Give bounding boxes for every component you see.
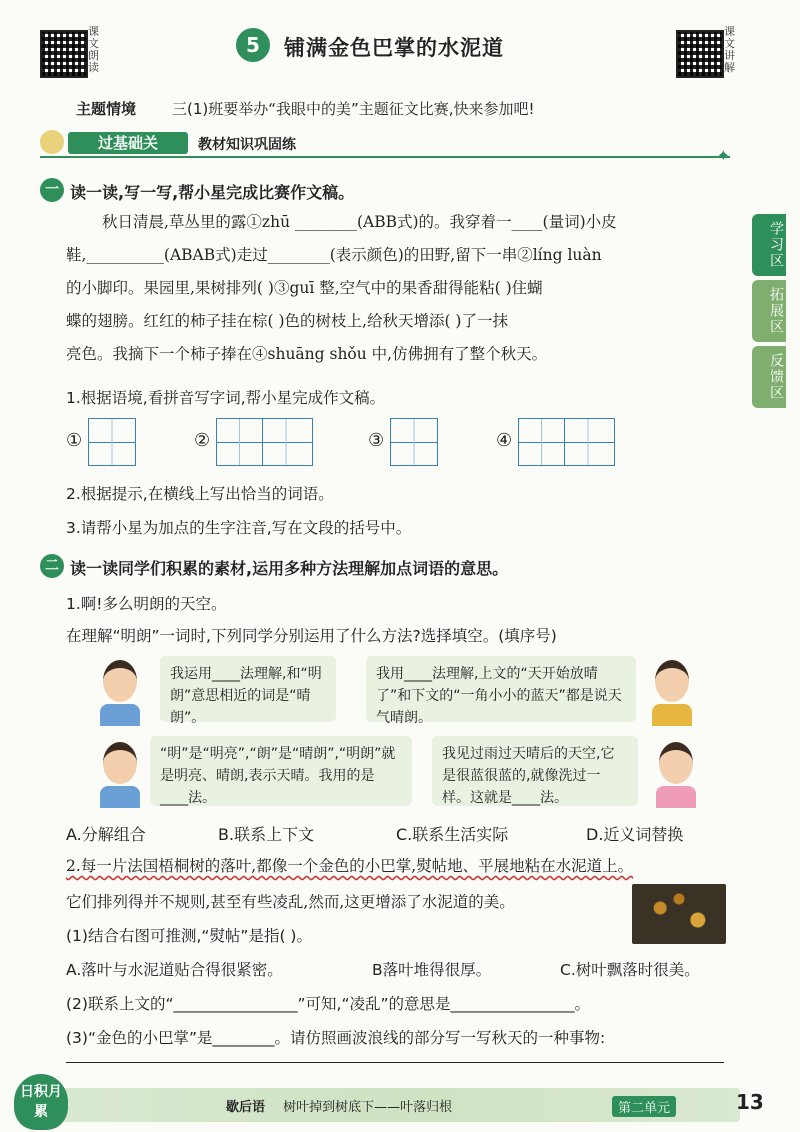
boy-avatar bbox=[96, 660, 144, 722]
grid-label-3: ③ bbox=[368, 430, 385, 451]
s2-q2-1: (1)结合右图可推测,“熨帖”是指( )。 bbox=[66, 927, 312, 945]
book-logo-icon bbox=[40, 130, 64, 154]
section1-badge: 一 bbox=[40, 178, 64, 202]
bubble-1: 我运用____法理解,和“明朗”意思相近的词是“晴朗”。 bbox=[160, 656, 336, 722]
passage-line: 秋日清晨,草丛里的露①zhū ________(ABB式)的。我穿着一____(量词)小皮 bbox=[102, 213, 617, 231]
s2-q2-3: (3)“金色的小巴掌”是________。请仿照画波浪线的部分写一写秋天的一种事物: bbox=[66, 1029, 606, 1047]
s2-q1-sentence: 1.啊!多么明朗的天空。 bbox=[66, 595, 227, 613]
girl-avatar bbox=[648, 660, 696, 722]
section2-badge: 二 bbox=[40, 554, 64, 578]
girl-pink-avatar bbox=[652, 742, 700, 804]
theme-label: 主题情境 bbox=[76, 100, 137, 118]
qr-left-label: 课文朗读 bbox=[88, 25, 99, 74]
footer-saying bbox=[226, 1096, 452, 1115]
section1-heading: 读一读,写一写,帮小星完成比赛作文稿。 bbox=[70, 183, 355, 202]
qr-code-right[interactable] bbox=[676, 30, 724, 78]
lesson-number: 5 bbox=[236, 28, 270, 62]
section2-heading: 读一读同学们积累的素材,运用多种方法理解加点词语的意思。 bbox=[70, 559, 509, 578]
grid-label-1: ① bbox=[66, 430, 83, 451]
bubble-3: “明”是“明亮”,“朗”是“晴朗”,“明朗”就是明亮、晴朗,表示天晴。我用的是____法。 bbox=[150, 736, 412, 806]
writing-grid-4[interactable] bbox=[518, 418, 615, 466]
banner-divider bbox=[40, 156, 730, 158]
side-tab-extend[interactable]: 拓展区 bbox=[752, 280, 786, 342]
banner-title: 过基础关 bbox=[68, 132, 188, 154]
side-tab-study[interactable]: 学习区 bbox=[752, 214, 786, 276]
footer bbox=[0, 1068, 800, 1132]
passage-line: 亮色。我摘下一个柿子捧在④shuāng shǒu 中,仿佛拥有了整个秋天。 bbox=[66, 345, 548, 363]
section-banner bbox=[40, 132, 730, 165]
s2-q2-1-option-c: C.树叶飘落时很美。 bbox=[560, 961, 700, 979]
grid-label-4: ④ bbox=[496, 430, 513, 451]
bubble-4: 我见过雨过天晴后的天空,它是很蓝很蓝的,就像洗过一样。这就是____法。 bbox=[432, 736, 638, 806]
theme-text: 三(1)班要举办“我眼中的美”主题征文比赛,快来参加吧! bbox=[172, 100, 535, 118]
wavy-underlined-text: 2.每一片法国梧桐树的落叶,都像一个金色的小巴掌,熨帖地、平展地粘在水泥道上。 bbox=[66, 857, 634, 875]
grid-label-2: ② bbox=[194, 430, 211, 451]
essay-passage bbox=[66, 206, 746, 371]
writing-grid-2[interactable] bbox=[216, 418, 313, 466]
boy-thinking-avatar bbox=[96, 742, 144, 804]
page-title: 铺满金色巴掌的水泥道 bbox=[284, 36, 504, 60]
s2-q2-2: (2)联系上文的“________________”可知,“凌乱”的意思是________________。 bbox=[66, 995, 591, 1013]
daily-accumulation-badge: 日积月累 bbox=[14, 1074, 68, 1130]
banner-subtitle: 教材知识巩固练 bbox=[198, 137, 296, 153]
s2-q2-1-option-b: B落叶堆得很厚。 bbox=[372, 961, 492, 979]
passage-line: 的小脚印。果园里,果树排列( )③guī 整,空气中的果香甜得能粘( )住蝴 bbox=[66, 279, 543, 297]
s2-q1-prompt: 在理解“明朗”一词时,下列同学分别运用了什么方法?选择填空。(填序号) bbox=[66, 627, 557, 645]
option-a: A.分解组合 bbox=[66, 825, 146, 844]
s2-q2-1-option-a: A.落叶与水泥道贴合得很紧密。 bbox=[66, 961, 283, 979]
page-number: 13 bbox=[736, 1090, 764, 1114]
unit-label: 第二单元 bbox=[612, 1096, 676, 1117]
star-icon: ✦ bbox=[716, 146, 730, 165]
s2-q2-line1 bbox=[66, 854, 633, 876]
fallen-leaves-photo bbox=[632, 884, 726, 944]
writing-grid-3[interactable] bbox=[390, 418, 438, 466]
side-tab-feedback[interactable]: 反馈区 bbox=[752, 346, 786, 408]
s2-q2-line2: 它们排列得并不规则,甚至有些凌乱,然而,这更增添了水泥道的美。 bbox=[66, 893, 515, 911]
s1-question-3: 3.请帮小星为加点的生字注音,写在文段的括号中。 bbox=[66, 519, 412, 537]
bubble-2: 我用____法理解,上文的“天开始放晴了”和下文的“一角小小的蓝天”都是说天气晴朗。 bbox=[366, 656, 636, 722]
writing-grid-1[interactable] bbox=[88, 418, 136, 466]
saying-label: 歇后语 bbox=[226, 1100, 266, 1115]
qr-right-label: 课文讲解 bbox=[724, 25, 735, 74]
answer-line[interactable] bbox=[66, 1062, 724, 1063]
option-b: B.联系上下文 bbox=[218, 825, 315, 844]
passage-line: 蝶的翅膀。红红的柿子挂在棕( )色的树枝上,给秋天增添( )了一抹 bbox=[66, 312, 508, 330]
s1-question-2: 2.根据提示,在横线上写出恰当的词语。 bbox=[66, 485, 334, 503]
s1-question-1: 1.根据语境,看拼音写字词,帮小星完成作文稿。 bbox=[66, 389, 386, 407]
option-d: D.近义词替换 bbox=[586, 825, 684, 844]
option-c: C.联系生活实际 bbox=[396, 825, 509, 844]
qr-code-left[interactable] bbox=[40, 30, 88, 78]
passage-line: 鞋,__________(ABAB式)走过________(表示颜色)的田野,留下一串②líng luàn bbox=[66, 246, 602, 264]
saying-text: 树叶掉到树底下——叶落归根 bbox=[283, 1100, 453, 1115]
